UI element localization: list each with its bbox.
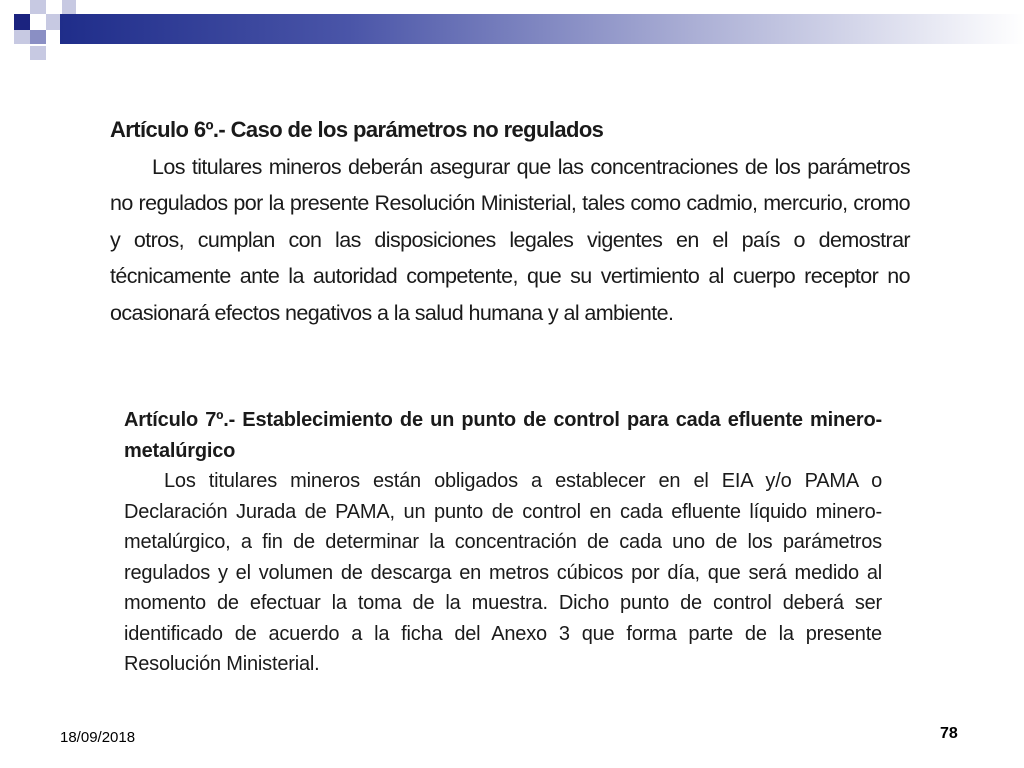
template-square-decoration (30, 30, 46, 44)
template-square-decoration (14, 30, 30, 44)
template-square-decoration (62, 0, 76, 14)
article-6 (110, 112, 910, 331)
article-7-title: Artículo 7º.- Establecimiento de un punto de control para cada efluente minero-metalúrgico (124, 409, 882, 462)
template-square-decoration (14, 14, 30, 30)
template-square-decoration (30, 0, 46, 14)
article-6-body: Los titulares mineros deberán asegurar que las concentraciones de los parámetros no regulados por la presente Resolución Ministerial, tales como cadmio, mercurio, cromo y otros, cumplan con las disposiciones legales vigentes en el país o demostrar técnicamente ante la autoridad competente, que su vertimiento al cuerpo receptor no ocasionará efectos negativos a la salud humana y al ambiente. (110, 154, 910, 325)
footer-date: 18/09/2018 (60, 729, 136, 746)
template-square-decoration (30, 46, 46, 60)
article-6-title: Artículo 6º.- Caso de los parámetros no regulados (110, 117, 604, 142)
page-number: 78 (940, 725, 958, 742)
article-7-body: Los titulares mineros están obligados a establecer en el EIA y/o PAMA o Declaración Jurada de PAMA, un punto de control en cada efluente líquido minero-metalúrgico, a fin de determinar la concentración de cada uno de los parámetros regulados y el volumen de descarga en metros cúbicos por día, que será medido al momento de efectuar la toma de la muestra. Dicho punto de control deberá ser identificado de acuerdo a la ficha del Anexo 3 que forma parte de la presente Resolución Ministerial. (124, 470, 882, 675)
template-square-decoration (46, 14, 60, 30)
header-gradient-band (60, 14, 1024, 44)
article-7 (124, 405, 882, 680)
